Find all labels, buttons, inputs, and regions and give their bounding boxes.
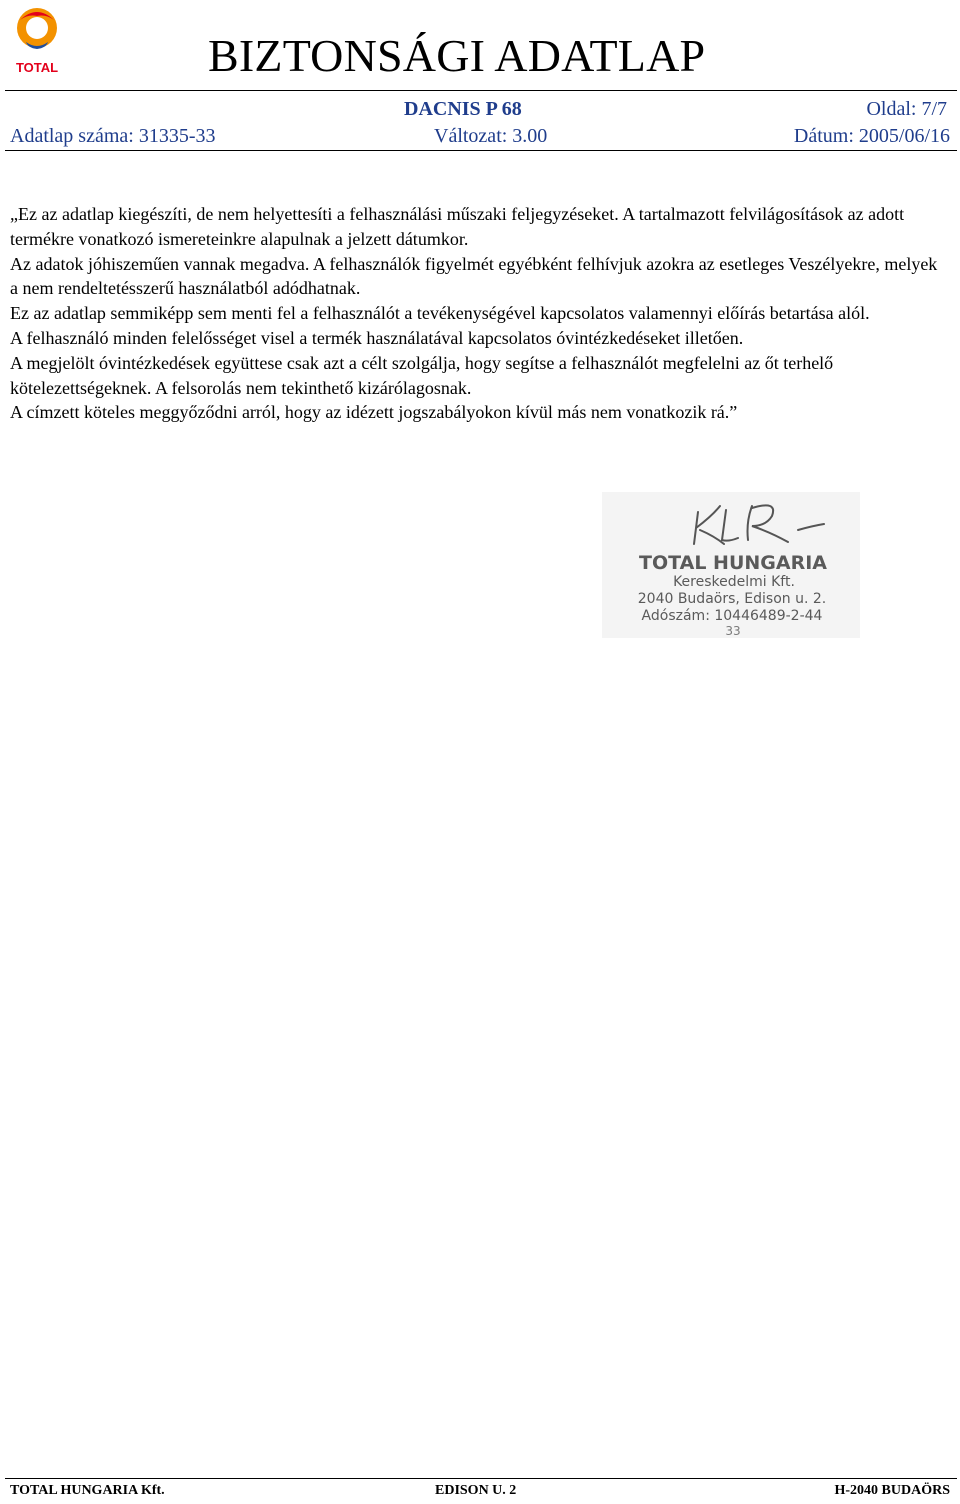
sheet-number: Adatlap száma: 31335-33: [10, 125, 216, 147]
stamp-line4: 33: [725, 624, 741, 638]
product-name: DACNIS P 68: [404, 98, 522, 120]
paragraph: A címzett köteles meggyőződni arról, hogy az idézett jogszabályokon kívül más nem vonatkozik rá.”: [10, 402, 738, 423]
paragraph: Az adatok jóhiszeműen vannak megadva. A felhasználók figyelmét egyébként felhívjuk azokra az esetleges Veszélyekre, melyek a nem rendeltetésszerű használatból adódhatnak.: [10, 253, 938, 299]
company-stamp: [602, 492, 860, 638]
version: Változat: 3.00: [434, 125, 548, 147]
page-number: Oldal: 7/7: [866, 98, 947, 120]
footer-divider: [5, 1478, 957, 1479]
stamp-line3: Adószám: 10446489-2-44: [641, 608, 823, 624]
footer-city: H-2040 BUDAÖRS: [834, 1483, 950, 1498]
date: Dátum: 2005/06/16: [793, 125, 950, 147]
header-divider-bottom: [5, 150, 957, 151]
stamp-line2: 2040 Budaörs, Edison u. 2.: [637, 591, 827, 607]
total-logo: [6, 2, 68, 76]
footer-street: EDISON U. 2: [435, 1483, 517, 1498]
footer-company: TOTAL HUNGARIA Kft.: [10, 1483, 165, 1498]
stamp-line1: Kereskedelmi Kft.: [673, 574, 795, 590]
header-divider-top: [5, 90, 957, 91]
document-title: BIZTONSÁGI ADATLAP: [208, 30, 706, 81]
paragraph: A felhasználó minden felelősséget visel a termék használatával kapcsolatos óvintézkedéseket illetően.: [10, 327, 744, 348]
disclaimer-text: [10, 202, 945, 425]
paragraph: Ez az adatlap semmiképp sem menti fel a felhasználót a tevékenységével kapcsolatos valamennyi előírás betartása alól.: [10, 303, 870, 324]
paragraph: „Ez az adatlap kiegészíti, de nem helyettesíti a felhasználási műszaki feljegyzéseket. A tartalmazott felvilágosítások az adott termékre vonatkozó ismereteinkre alapulnak a jelzett dátumkor.: [10, 204, 905, 249]
paragraph: A megjelölt óvintézkedések együttese csak azt a célt szolgálja, hogy segítse a felhasználót megfelelni az őt terhelő kötelezettségeknek. A felsorolás nem tekinthető kizárólagosnak.: [10, 352, 834, 398]
logo-text: TOTAL: [15, 60, 59, 75]
stamp-company: TOTAL HUNGARIA: [639, 552, 827, 574]
